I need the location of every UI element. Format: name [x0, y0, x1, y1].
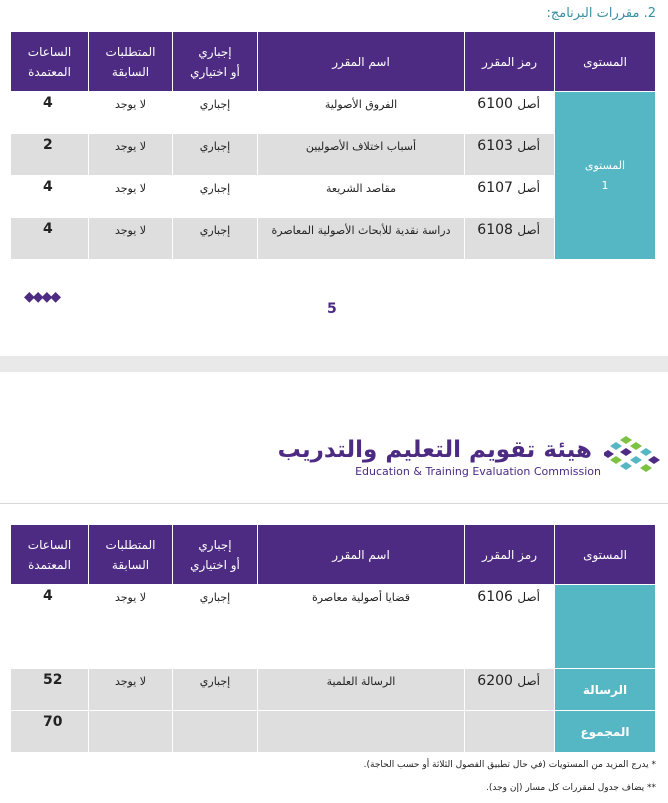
- course-hours: 4: [11, 585, 89, 627]
- header-type: إجباري أو اختياري: [173, 32, 258, 92]
- course-hours: 4: [11, 218, 89, 260]
- course-hours: 4: [11, 176, 89, 218]
- total-hours: 70: [11, 711, 89, 753]
- course-name: مقاصد الشريعة: [258, 176, 465, 218]
- course-prereq: لا يوجد: [89, 669, 173, 711]
- course-type: إجباري: [173, 218, 258, 260]
- footnote-1: * يدرج المزيد من المستويات (في حال تطبيق الفصول الثلاثة أو حسب الحاجة).: [363, 760, 656, 770]
- section-title: 2. مقررات البرنامج:: [546, 6, 656, 21]
- course-prereq: لا يوجد: [89, 134, 173, 176]
- course-name: الفروق الأصولية: [258, 92, 465, 134]
- table-row: [11, 585, 656, 627]
- course-type: إجباري: [173, 134, 258, 176]
- table-row: [11, 92, 656, 134]
- header-name: اسم المقرر: [258, 525, 465, 585]
- header-code: رمز المقرر: [465, 32, 555, 92]
- thesis-level-cell: الرسالة: [555, 669, 656, 711]
- course-name: أسباب اختلاف الأصوليين: [258, 134, 465, 176]
- course-hours: 4: [11, 92, 89, 134]
- header-prereq: المتطلبات السابقة: [89, 32, 173, 92]
- header-hours: الساعات المعتمدة: [11, 525, 89, 585]
- course-code: أصل 6200: [465, 669, 555, 711]
- logo-arabic-name: هيئة تقويم التعليم والتدريب: [277, 437, 592, 463]
- course-name: الرسالة العلمية: [258, 669, 465, 711]
- course-type: إجباري: [173, 92, 258, 134]
- etec-logo-icon: [604, 434, 660, 476]
- logo-english-name: Education & Training Evaluation Commission: [355, 465, 601, 478]
- course-code: أصل 6100: [465, 92, 555, 134]
- header-type: إجباري أو اختياري: [173, 525, 258, 585]
- course-prereq: لا يوجد: [89, 218, 173, 260]
- header-code: رمز المقرر: [465, 525, 555, 585]
- header-prereq: المتطلبات السابقة: [89, 525, 173, 585]
- total-label: المجموع: [555, 711, 656, 753]
- level-cell: [555, 585, 656, 669]
- course-type: إجباري: [173, 669, 258, 711]
- page-number: 5: [327, 301, 337, 317]
- course-code: أصل 6107: [465, 176, 555, 218]
- footnote-2: ** يضاف جدول لمقررات كل مسار (إن وجد).: [485, 783, 656, 793]
- courses-table-thesis: [10, 524, 656, 753]
- page-break: [0, 356, 668, 372]
- course-prereq: لا يوجد: [89, 92, 173, 134]
- header-hours: الساعات المعتمدة: [11, 32, 89, 92]
- header-level: المستوى: [555, 525, 656, 585]
- total-row: [11, 711, 656, 753]
- divider: [0, 503, 668, 504]
- diamond-ornament: ◆◆◆◆: [24, 289, 60, 305]
- courses-table-level-1: [10, 31, 656, 260]
- course-type: إجباري: [173, 176, 258, 218]
- course-prereq: لا يوجد: [89, 585, 173, 627]
- course-code: أصل 6106: [465, 585, 555, 627]
- level-cell: المستوى 1: [555, 92, 656, 260]
- course-prereq: لا يوجد: [89, 176, 173, 218]
- course-hours: 2: [11, 134, 89, 176]
- header-name: اسم المقرر: [258, 32, 465, 92]
- header-level: المستوى: [555, 32, 656, 92]
- course-code: أصل 6108: [465, 218, 555, 260]
- course-code: أصل 6103: [465, 134, 555, 176]
- course-name: قضايا أصولية معاصرة: [258, 585, 465, 627]
- course-type: إجباري: [173, 585, 258, 627]
- course-name: دراسة نقدية للأبحاث الأصولية المعاصرة: [258, 218, 465, 260]
- table-row: [11, 669, 656, 711]
- course-hours: 52: [11, 669, 89, 711]
